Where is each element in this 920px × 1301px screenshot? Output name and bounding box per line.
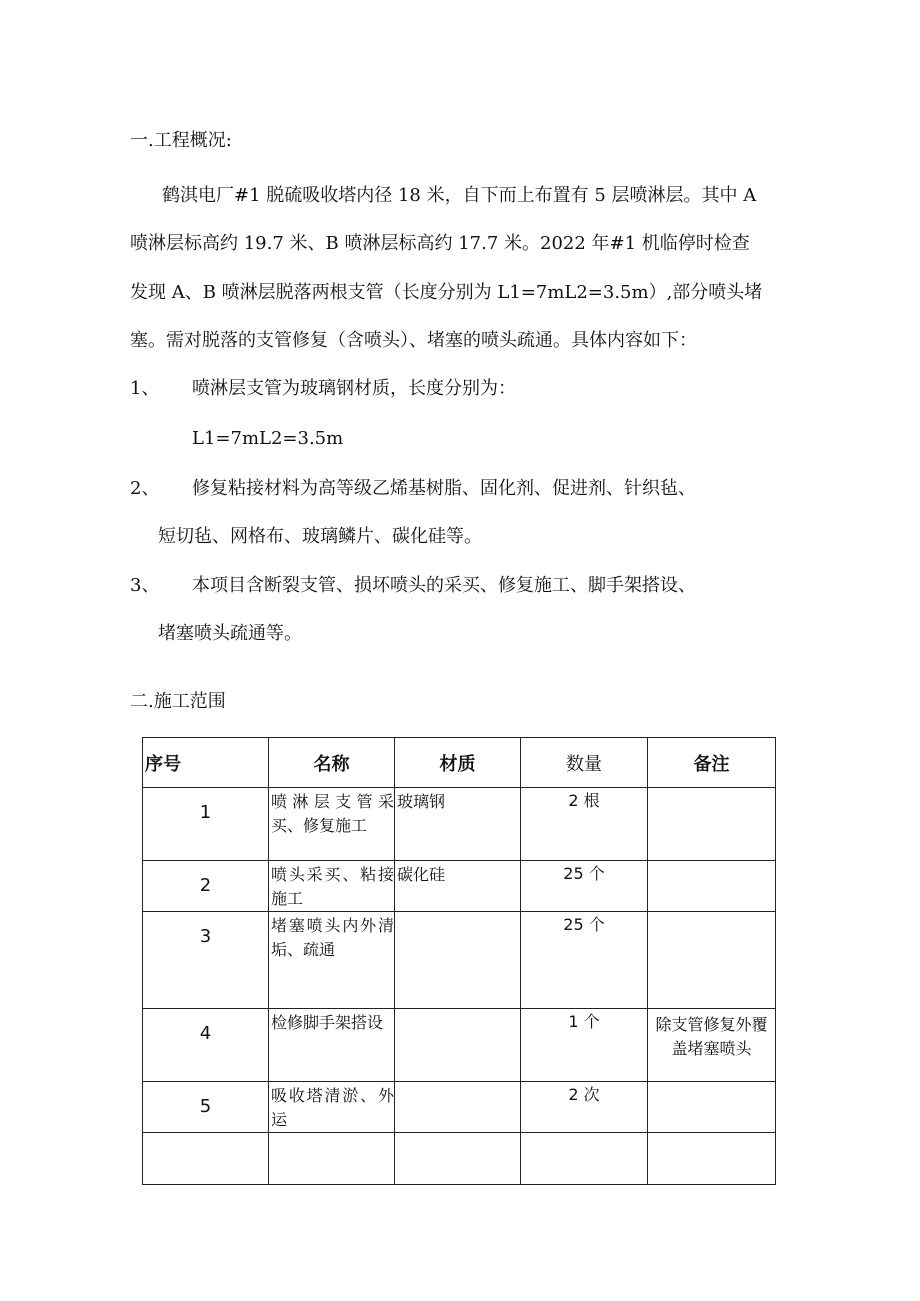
row-qty: 2 根 <box>521 788 648 861</box>
row-note <box>648 861 776 912</box>
row-material <box>395 1009 521 1082</box>
row-qty: 1 个 <box>521 1009 648 1082</box>
header-seq: 序号 <box>143 738 269 788</box>
row-name: 喷头采买、粘接施工 <box>269 861 395 912</box>
row-name: 吸收塔清淤、外运 <box>269 1082 395 1133</box>
header-note: 备注 <box>648 738 776 788</box>
row-material <box>395 912 521 1009</box>
item-1-line-2: L1=7mL2=3.5m <box>192 428 344 449</box>
row-name: 喷淋层支管采买、修复施工 <box>269 788 395 861</box>
table-header-row <box>143 738 776 788</box>
row-seq <box>143 1133 269 1185</box>
row-qty: 2 次 <box>521 1082 648 1133</box>
row-note <box>648 912 776 1009</box>
table-row <box>143 861 776 912</box>
row-qty: 25 个 <box>521 912 648 1009</box>
table-row <box>143 788 776 861</box>
section2-heading: 二.施工范围 <box>130 691 226 712</box>
row-seq: 1 <box>143 788 269 861</box>
row-note <box>648 1133 776 1185</box>
overview-line-3: 发现 A、B 喷淋层脱落两根支管（长度分别为 L1=7mL2=3.5m）,部分喷头堵 <box>130 282 763 303</box>
overview-line-2: 喷淋层标高约 19.7 米、B 喷淋层标高约 17.7 米。2022 年#1 机临停时检查 <box>130 233 750 254</box>
row-seq: 3 <box>143 912 269 1009</box>
row-note <box>648 788 776 861</box>
row-note: 除支管修复外覆盖堵塞喷头 <box>648 1009 776 1082</box>
table-row <box>143 1082 776 1133</box>
item-2-line-1: 修复粘接材料为高等级乙烯基树脂、固化剂、促进剂、针织毡、 <box>192 478 696 499</box>
row-seq: 5 <box>143 1082 269 1133</box>
table-row <box>143 1009 776 1082</box>
row-qty: 25 个 <box>521 861 648 912</box>
item-1-line-1: 喷淋层支管为玻璃钢材质，长度分别为： <box>192 378 516 399</box>
overview-line-1: 鹤淇电厂#1 脱硫吸收塔内径 18 米，自下而上布置有 5 层喷淋层。其中 A <box>162 185 757 206</box>
row-name: 堵塞喷头内外清垢、疏通 <box>269 912 395 1009</box>
header-material: 材质 <box>395 738 521 788</box>
section1-heading: 一.工程概况: <box>130 130 232 151</box>
row-material: 玻璃钢 <box>395 788 521 861</box>
table-row <box>143 912 776 1009</box>
row-qty <box>521 1133 648 1185</box>
overview-line-4: 塞。需对脱落的支管修复（含喷头）、堵塞的喷头疏通。具体内容如下： <box>130 330 697 351</box>
row-seq: 2 <box>143 861 269 912</box>
item-2-number: 2、 <box>130 478 160 499</box>
header-name: 名称 <box>269 738 395 788</box>
table-row-empty <box>143 1133 776 1185</box>
row-material: 碳化硅 <box>395 861 521 912</box>
row-seq: 4 <box>143 1009 269 1082</box>
row-name <box>269 1133 395 1185</box>
item-2-line-2: 短切毡、网格布、玻璃鳞片、碳化硅等。 <box>158 526 482 547</box>
item-3-line-2: 堵塞喷头疏通等。 <box>158 623 302 644</box>
row-material <box>395 1133 521 1185</box>
header-qty: 数量 <box>521 738 648 788</box>
scope-table <box>142 737 776 1185</box>
row-name: 检修脚手架搭设 <box>269 1009 395 1082</box>
item-3-number: 3、 <box>130 575 160 596</box>
item-3-line-1: 本项目含断裂支管、损坏喷头的采买、修复施工、脚手架搭设、 <box>192 575 696 596</box>
item-1-number: 1、 <box>130 378 160 399</box>
row-material <box>395 1082 521 1133</box>
row-note <box>648 1082 776 1133</box>
